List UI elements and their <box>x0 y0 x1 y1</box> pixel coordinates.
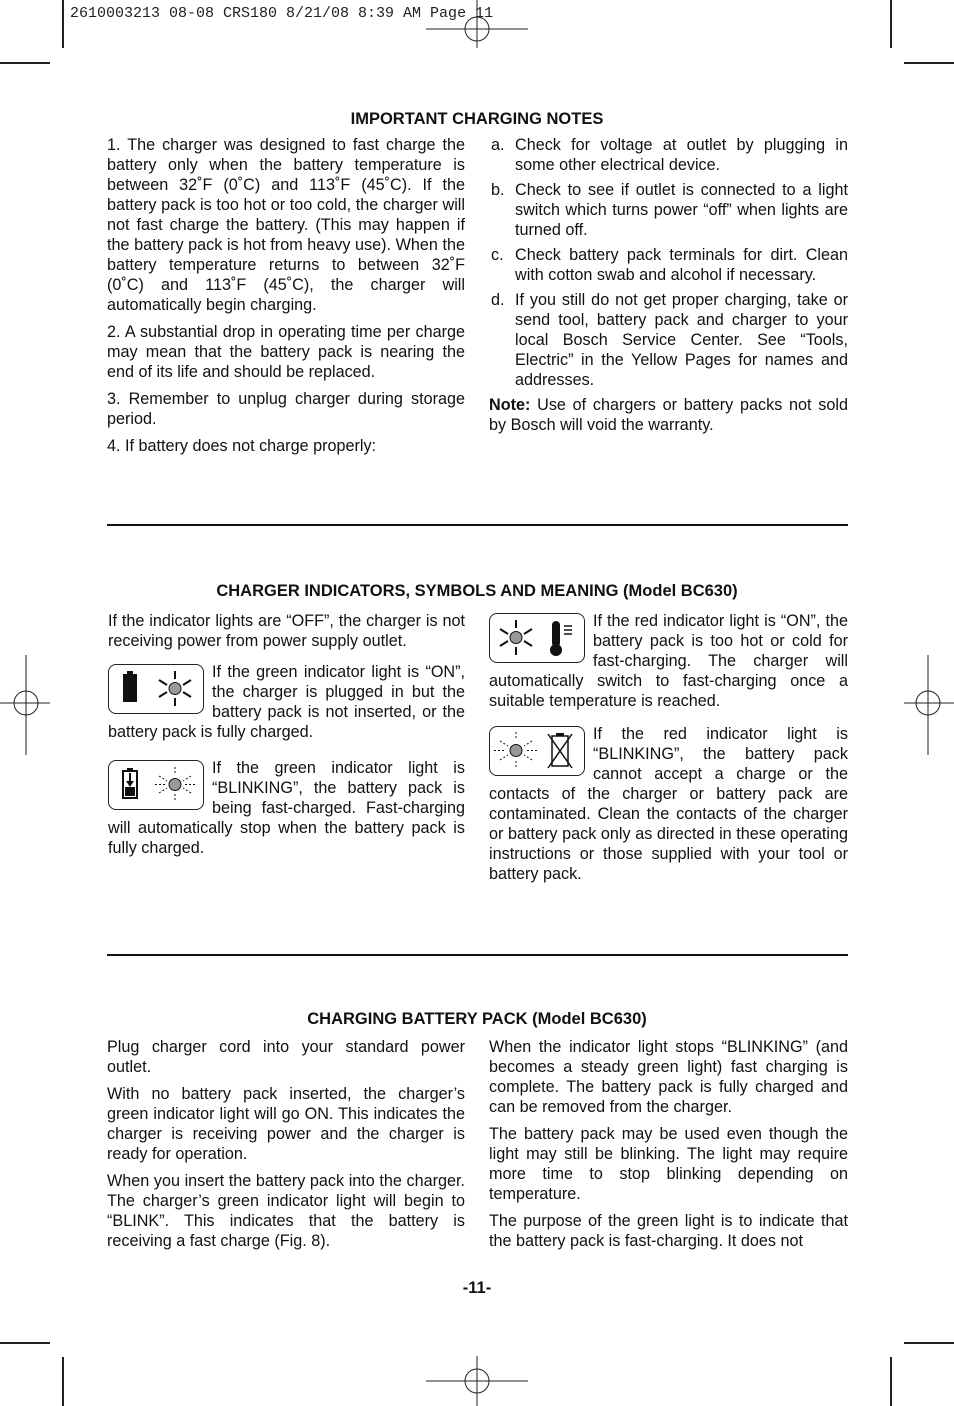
section-divider <box>107 524 848 526</box>
indicator-red-blink-text: If the red indicator light is “BLINKING”, the battery pack cannot accept a charge or the contacts of the charger or battery pack are contaminated. Clean the contacts of the charger or battery pack only as directed in these operating instructions or those supplied with your tool or battery pack. <box>489 725 848 883</box>
note-paragraph: 3. Remember to unplug charger during storage period. <box>107 390 465 428</box>
troubleshoot-list <box>489 135 848 390</box>
indicator-light-icon <box>159 671 191 706</box>
section-divider <box>107 954 848 956</box>
charging-paragraph: Plug charger cord into your standard power outlet. <box>107 1038 465 1076</box>
section-title-charging-battery: CHARGING BATTERY PACK (Model BC630) <box>307 1010 647 1028</box>
indicator-off-text: If the indicator lights are “OFF”, the charger is not receiving power from power supply outlet. <box>108 612 465 650</box>
charging-right-column <box>489 1037 848 1258</box>
charging-paragraph: The battery pack may be used even though the light may still be blinking. The light may require more time to stop blinking depending on temperature. <box>489 1125 848 1203</box>
indicator-light-icon <box>500 620 532 655</box>
thermometer-icon <box>550 621 572 656</box>
page-number: -11- <box>462 1279 492 1297</box>
charging-left-column <box>107 1037 465 1258</box>
indicators-left-column <box>108 611 465 865</box>
list-item: a. Check for voltage at outlet by plugging in some other electrical device. <box>491 136 848 174</box>
note-paragraph: 1. The charger was designed to fast charge the battery only when the battery temperature is between 32˚F (0˚C) and 113˚F (45˚C). If the battery pack is too hot or too cold, the charger will not fast charge the battery. (This may happen if the battery pack is hot from heavy use). When the battery temperature returns to between 32˚F (0˚C) and 113˚F (45˚C), the charger will automatically begin charging. <box>107 136 465 314</box>
indicator-red-on-symbol <box>489 613 585 663</box>
charging-notes-left-column <box>107 135 465 463</box>
indicator-green-on-symbol <box>108 664 204 714</box>
list-item: b. Check to see if outlet is connected to a light switch which turns power “off” when lights are turned off. <box>491 181 848 239</box>
registration-mark-right <box>904 655 954 755</box>
battery-full-icon <box>123 671 137 702</box>
battery-charging-icon <box>123 768 137 798</box>
indicators-right-column <box>489 611 848 891</box>
note-paragraph: 2. A substantial drop in operating time per charge may mean that the battery pack is nearing the end of its life and should be replaced. <box>107 323 465 381</box>
print-slug: 2610003213 08-08 CRS180 8/21/08 8:39 AM Page 11 <box>70 5 494 22</box>
indicator-red-on-text: If the red indicator light is “ON”, the battery pack is too hot or cold for fast-charging. The charger will automatically switch to fast-charging once a suitable temperature is reached. <box>489 612 848 710</box>
battery-defect-icon <box>548 733 572 768</box>
indicator-red-blink-symbol <box>489 726 585 776</box>
registration-mark-left <box>0 655 50 755</box>
charging-paragraph: When the indicator light stops “BLINKING” (and becomes a steady green light) fast charging is complete. The battery pack is fully charged and can be removed from the charger. <box>489 1038 848 1116</box>
note-paragraph: 4. If battery does not charge properly: <box>107 437 377 455</box>
charging-paragraph: When you insert the battery pack into the charger. The charger’s green indicator light will begin to “BLINK”. This indicates that the battery is receiving a fast charge (Fig. 8). <box>107 1172 465 1250</box>
registration-mark-bottom <box>426 1356 528 1406</box>
indicator-green-on-text: If the green indicator light is “ON”, the charger is plugged in but the battery pack is not inserted, or the battery pack is fully charged. <box>108 663 465 741</box>
registration-mark-top <box>426 0 528 48</box>
section-title-indicators: CHARGER INDICATORS, SYMBOLS AND MEANING (Model BC630) <box>216 582 738 600</box>
list-item: d. If you still do not get proper charging, take or send tool, battery pack and charger to your local Bosch Service Center. See “Tools, Electric” in the Yellow Pages for names and addresses. <box>491 291 848 389</box>
charging-paragraph: The purpose of the green light is to indicate that the battery pack is fast-charging. It does not <box>489 1212 848 1250</box>
charging-notes-right-column <box>489 135 848 442</box>
list-item: c. Check battery pack terminals for dirt. Clean with cotton swab and alcohol if necessary. <box>491 246 848 284</box>
indicator-green-blink-text: If the green indicator light is “BLINKING”, the battery pack is being fast-charged. Fast-charging will automatically stop when the battery pack is fully charged. <box>108 759 465 857</box>
charging-paragraph: With no battery pack inserted, the charger’s green indicator light will go ON. This indicates the charger is receiving power and the charger is ready for operation. <box>107 1085 465 1163</box>
indicator-green-blink-symbol <box>108 760 204 810</box>
warranty-note: Note: Use of chargers or battery packs not sold by Bosch will void the warranty. <box>489 396 848 434</box>
section-title-charging-notes: IMPORTANT CHARGING NOTES <box>350 110 604 128</box>
